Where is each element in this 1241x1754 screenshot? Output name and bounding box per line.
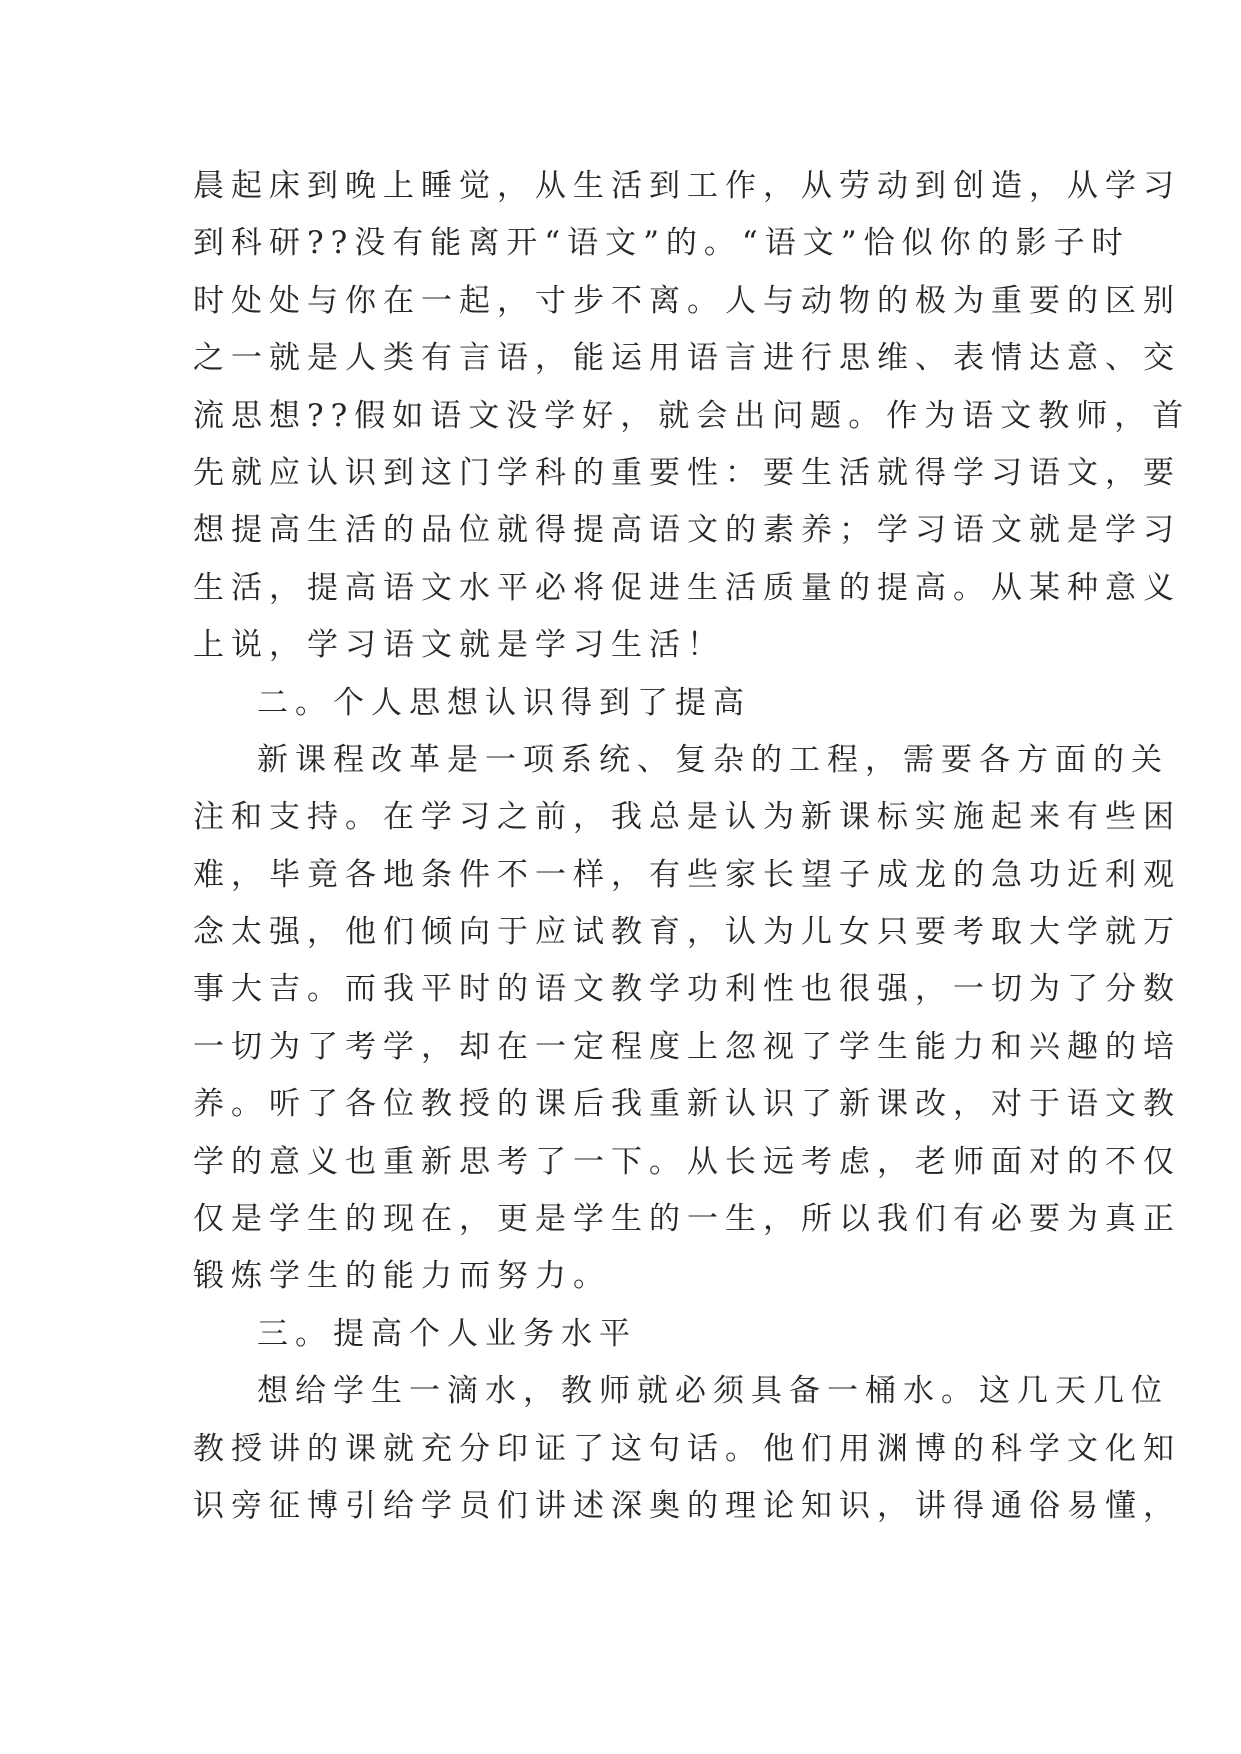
text-line: 养。听了各位教授的课后我重新认识了新课改，对于语文教 (193, 1086, 1181, 1123)
text-line: 教授讲的课就充分印证了这句话。他们用渊博的科学文化知 (193, 1430, 1181, 1467)
text-line: 学的意义也重新思考了一下。从长远考虑，老师面对的不仅 (193, 1143, 1181, 1180)
text-line: 仅是学生的现在，更是学生的一生，所以我们有必要为真正 (193, 1201, 1181, 1238)
document-body (193, 158, 1191, 1535)
text-line: 流思想??假如语文没学好，就会出问题。作为语文教师，首 (193, 397, 1191, 434)
section-heading: 三。提高个人业务水平 (257, 1315, 637, 1352)
paragraph-start-line: 想给学生一滴水，教师就必须具备一桶水。这几天几位 (257, 1373, 1169, 1410)
text-line: 难，毕竟各地条件不一样，有些家长望子成龙的急功近利观 (193, 856, 1181, 893)
text-line: 事大吉。而我平时的语文教学功利性也很强，一切为了分数 (193, 971, 1181, 1008)
text-line: 注和支持。在学习之前，我总是认为新课标实施起来有些困 (193, 799, 1181, 836)
paragraph-start-line: 新课程改革是一项系统、复杂的工程，需要各方面的关 (257, 741, 1169, 778)
text-line: 时处处与你在一起，寸步不离。人与动物的极为重要的区别 (193, 282, 1181, 319)
text-line: 锻炼学生的能力而努力。 (193, 1258, 611, 1295)
text-line: 上说，学习语文就是学习生活！ (193, 627, 725, 664)
text-line: 一切为了考学，却在一定程度上忽视了学生能力和兴趣的培 (193, 1028, 1181, 1065)
text-line: 之一就是人类有言语，能运用语言进行思维、表情达意、交 (193, 340, 1181, 377)
text-line: 先就应认识到这门学科的重要性：要生活就得学习语文，要 (193, 454, 1181, 491)
section-heading: 二。个人思想认识得到了提高 (257, 684, 751, 721)
text-line: 识旁征博引给学员们讲述深奥的理论知识，讲得通俗易懂， (193, 1487, 1181, 1524)
text-line: 到科研??没有能离开“语文”的。“语文”恰似你的影子时 (193, 225, 1130, 262)
text-line: 生活，提高语文水平必将促进生活质量的提高。从某种意义 (193, 569, 1181, 606)
text-line: 念太强，他们倾向于应试教育，认为儿女只要考取大学就万 (193, 914, 1181, 951)
text-line: 想提高生活的品位就得提高语文的素养；学习语文就是学习 (193, 512, 1181, 549)
text-line: 晨起床到晚上睡觉，从生活到工作，从劳动到创造，从学习 (193, 168, 1181, 204)
